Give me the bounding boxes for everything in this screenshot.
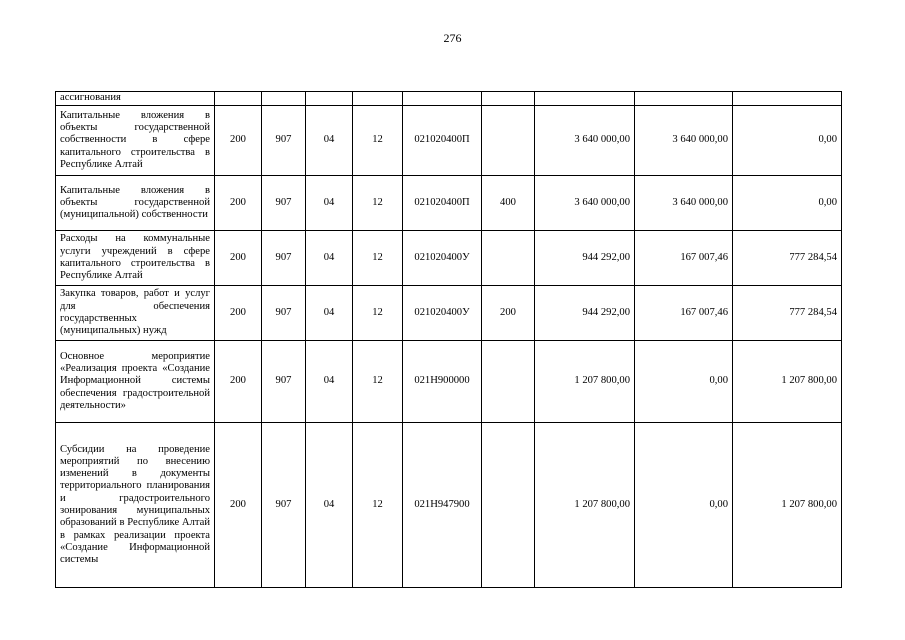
row-ministry: 907 [262,286,306,341]
row-chapter: 200 [215,231,262,286]
row-chapter: 200 [215,286,262,341]
table-row [56,106,842,176]
row-section [306,92,353,106]
row-section: 04 [306,286,353,341]
row-ministry: 907 [262,176,306,231]
row-ministry: 907 [262,231,306,286]
row-amount-2: 0,00 [635,341,733,423]
row-subsection: 12 [353,231,403,286]
row-ministry: 907 [262,423,306,588]
row-section: 04 [306,231,353,286]
row-subsection [353,92,403,106]
row-subsection: 12 [353,176,403,231]
row-chapter: 200 [215,176,262,231]
row-amount-2: 3 640 000,00 [635,176,733,231]
row-expense-type [482,106,535,176]
row-expense-type [482,423,535,588]
table-row [56,92,842,106]
page-number: 276 [443,31,462,45]
row-amount-total: 3 640 000,00 [535,176,635,231]
budget-table [55,91,842,588]
row-ministry: 907 [262,106,306,176]
row-amount-total: 3 640 000,00 [535,106,635,176]
row-amount-total: 1 207 800,00 [535,341,635,423]
table-row [56,423,842,588]
row-expense-type [482,92,535,106]
row-amount-3: 777 284,54 [733,286,842,341]
row-subsection: 12 [353,286,403,341]
row-name: Капитальные вложения в объекты государственной собственности в сфере капитального строительства в Республике Алтай [56,106,215,176]
row-ministry [262,92,306,106]
row-name: ассигнования [56,92,215,106]
row-expense-type [482,231,535,286]
row-amount-2: 3 640 000,00 [635,106,733,176]
row-section: 04 [306,106,353,176]
row-section: 04 [306,423,353,588]
row-subsection: 12 [353,423,403,588]
row-name: Субсидии на проведение мероприятий по внесению изменений в документы территориального планирования и градостроительного зонирования муниципальных образований в Республике Алтай в рамках реализации проекта «Создание Информационной системы [56,423,215,588]
row-name: Капитальные вложения в объекты государственной (муниципальной) собственности [56,176,215,231]
row-amount-3: 1 207 800,00 [733,423,842,588]
row-target-article: 021020400У [403,231,482,286]
row-expense-type: 200 [482,286,535,341]
row-amount-2: 0,00 [635,423,733,588]
row-chapter: 200 [215,423,262,588]
table-row [56,341,842,423]
table-row [56,286,842,341]
row-section: 04 [306,341,353,423]
row-amount-3: 0,00 [733,176,842,231]
row-target-article [403,92,482,106]
row-subsection: 12 [353,341,403,423]
row-expense-type: 400 [482,176,535,231]
row-amount-2: 167 007,46 [635,231,733,286]
row-name: Основное мероприятие «Реализация проекта «Создание Информационной системы обеспечения градостроительной деятельности» [56,341,215,423]
row-section: 04 [306,176,353,231]
row-amount-2 [635,92,733,106]
row-subsection: 12 [353,106,403,176]
table-row [56,176,842,231]
row-amount-total: 1 207 800,00 [535,423,635,588]
row-amount-3 [733,92,842,106]
row-amount-total: 944 292,00 [535,231,635,286]
row-ministry: 907 [262,341,306,423]
row-amount-total [535,92,635,106]
table-row [56,231,842,286]
row-chapter [215,92,262,106]
row-target-article: 021Н900000 [403,341,482,423]
row-amount-total: 944 292,00 [535,286,635,341]
row-expense-type [482,341,535,423]
row-chapter: 200 [215,341,262,423]
row-target-article: 021020400У [403,286,482,341]
row-amount-3: 0,00 [733,106,842,176]
row-name: Закупка товаров, работ и услуг для обеспечения государственных (муниципальных) нужд [56,286,215,341]
row-target-article: 021020400П [403,106,482,176]
row-amount-3: 1 207 800,00 [733,341,842,423]
row-target-article: 021Н947900 [403,423,482,588]
row-amount-2: 167 007,46 [635,286,733,341]
row-name: Расходы на коммунальные услуги учреждений в сфере капитального строительства в Республике Алтай [56,231,215,286]
row-target-article: 021020400П [403,176,482,231]
row-amount-3: 777 284,54 [733,231,842,286]
row-chapter: 200 [215,106,262,176]
